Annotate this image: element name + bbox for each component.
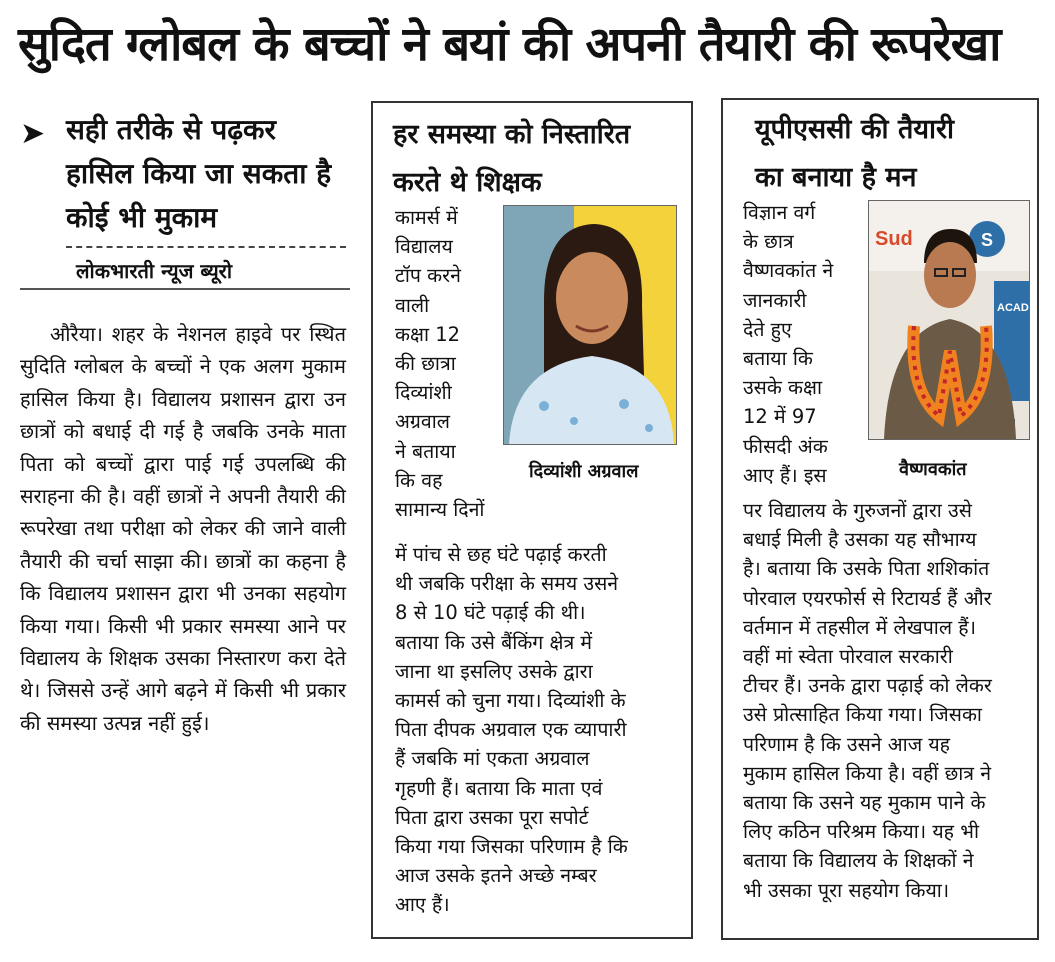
text-line: दिव्यांशी [395,381,452,405]
text-line: लिए कठिन परिश्रम किया। यह भी [743,820,979,844]
byline-divider [20,288,350,290]
text-line: बताया कि उसने यह मुकाम पाने के [743,791,986,815]
photo-caption-divyanshi: दिव्यांशी अग्रवाल [529,461,639,482]
text-line: पोरवाल एयरफोर्स से रिटायर्ड हैं और [743,586,992,610]
text-line: विद्यालय [395,235,453,259]
body-full-width [395,540,628,920]
story-box-vaishnavkant [721,98,1039,940]
text-line: भी उसका पूरा सहयोग किया। [743,878,950,902]
text-line: पिता दीपक अग्रवाल एक व्यापारी [395,718,627,742]
text-line: उसे प्रोत्साहित किया गया। जिसका [743,703,982,727]
heading-line: हर समस्या को निस्तारित [393,119,631,150]
text-line: वर्तमान में तहसील में लेखपाल हैं। [743,615,976,639]
text-line: देते हुए [743,317,792,341]
text-line: के छात्र [743,230,794,254]
body-beside-photo [395,203,484,524]
text-line: हैं जबकि मां एकता अग्रवाल [395,747,590,771]
text-line: बताया कि उसे बैंकिंग क्षेत्र में [395,630,593,654]
box-heading-divyanshi [393,111,630,207]
text-line: थी जबकि परीक्षा के समय उसने [395,572,619,596]
text-line: बधाई मिली है उसका यह सौभाग्य [743,528,977,552]
text-line: कामर्स में [395,206,458,229]
arrow-icon: ➤ [20,116,46,151]
body-full-width [743,496,992,905]
text-line: आज उसके इतने अच्छे नम्बर [395,864,597,888]
text-line: आए हैं। इस [743,463,827,487]
photo-caption-vaishnavkant: वैष्णवकांत [899,459,967,480]
text-line: फीसदी अंक [743,434,828,458]
text-line: वैष्णवकांत ने [743,259,834,283]
text-line: 12 में 97 [743,405,817,429]
heading-line: करते थे शिक्षक [393,167,542,198]
student-portrait [504,206,676,444]
text-line: बताया कि [743,347,813,371]
text-line: है। बताया कि उसके पिता शशिकांत [743,557,990,581]
sign-text: Sud [875,228,913,250]
text-line: किया गया जिसका परिणाम है कि [395,835,628,859]
text-line: कामर्स को चुना गया। दिव्यांशी के [395,689,626,713]
text-line: उसके कक्षा [743,376,823,400]
photo-vaishnavkant [868,200,1030,440]
text-line: आए हैं। [395,893,450,917]
lead-body-text: औरैया। शहर के नेशनल हाइवे पर स्थित सुदिति ग्लोबल के बच्चों ने एक अलग मुकाम हासिल किया है। विद्यालय प्रशासन द्वारा उन छात्रों को बधाई दी गई है जबकि उनके माता पिता को बच्चों द्वारा पाई गई उपलब्धि की सराहना की है। वहीं छात्रों ने अपनी तैयारी की रूपरेखा तथा परीक्षा को लेकर की जाने वाली तैयारी की चर्चा साझा की। छात्रों का कहना है कि विद्यालय प्रशासन द्वारा भी उनका सहयोग किया गया। किसी भी प्रकार समस्या आने पर विद्यालय के शिक्षक उसका निस्तारण करा देते थे। जिससे उन्हें आगे बढ़ने में किसी भी प्रकार की समस्या उत्पन्न नहीं हुई। [20,322,346,735]
story-box-divyanshi [371,101,693,939]
text-line: की छात्रा [395,352,456,376]
heading-line: यूपीएससी की तैयारी [755,114,955,145]
text-line: ने बताया [395,439,456,463]
text-line: टॉप करने [395,264,461,288]
lead-article [20,100,350,950]
sign-text: ACAD [997,302,1029,314]
text-line: विज्ञान वर्ग [743,201,816,224]
student-portrait [869,201,1029,439]
dashed-divider [66,246,346,248]
text-line: सामान्य दिनों [395,498,485,522]
text-line: गृहणी हैं। बताया कि माता एवं [395,776,603,800]
byline: लोकभारती न्यूज ब्यूरो [76,259,233,283]
heading-line: का बनाया है मन [755,162,917,193]
box-heading-vaishnavkant [755,106,954,202]
text-line: अग्रवाल [395,410,451,434]
text-line: वहीं मां स्वेता पोरवाल सरकारी [743,645,953,669]
text-line: 8 से 10 घंटे पढ़ाई की थी। [395,601,586,625]
text-line: कक्षा 12 [395,322,461,346]
body-beside-photo [743,198,833,490]
text-line: कि वह [395,468,443,492]
page-headline: सुदित ग्लोबल के बच्चों ने बयां की अपनी तैयारी की रूपरेखा [18,17,1001,72]
text-line: परिणाम है कि उसने आज यह [743,732,951,756]
lead-subheading: सही तरीके से पढ़कर हासिल किया जा सकता है कोई भी मुकाम [66,113,332,234]
text-line: पिता द्वारा उसका पूरा सपोर्ट [395,805,589,829]
text-line: जानकारी [743,288,807,312]
text-line: जाना था इसलिए उसके द्वारा [395,659,593,683]
text-line: पर विद्यालय के गुरुजनों द्वारा उसे [743,499,972,522]
text-line: बताया कि विद्यालय के शिक्षकों ने [743,849,974,873]
text-line: में पांच से छह घंटे पढ़ाई करती [395,543,607,566]
text-line: टीचर हैं। उनके द्वारा पढ़ाई को लेकर [743,674,992,698]
text-line: वाली [395,293,430,317]
sign-text: S [981,230,994,250]
text-line: मुकाम हासिल किया है। वहीं छात्र ने [743,761,992,785]
photo-divyanshi [503,205,677,445]
